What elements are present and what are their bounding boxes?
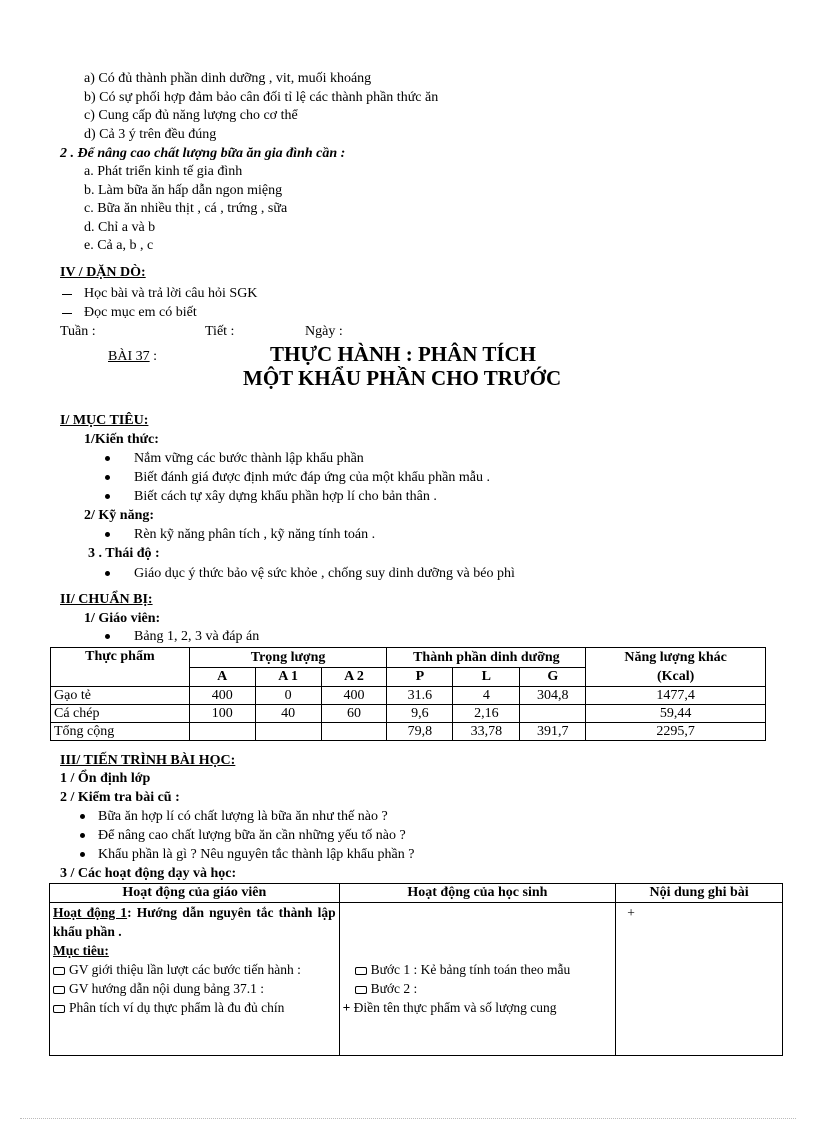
table-cell	[321, 723, 387, 741]
arrow-icon	[355, 986, 367, 994]
sub-header: L	[453, 667, 520, 687]
table-cell: 4	[453, 687, 520, 705]
student-activity-cell	[339, 903, 616, 1056]
activity-label: Hoạt động 1	[53, 905, 128, 920]
activity-title	[53, 903, 336, 941]
food-table	[50, 647, 766, 741]
table-cell: 2295,7	[586, 723, 766, 741]
attitude-heading: 3 . Thái độ :	[88, 546, 160, 561]
attitude-item: Giáo dục ý thức bảo vệ sức khỏe , chống suy dinh dưỡng và béo phì	[134, 566, 515, 581]
table-cell: Gạo tẻ	[51, 687, 190, 705]
bullet-icon	[105, 494, 110, 499]
q2-option-d: d. Chỉ a và b	[84, 220, 156, 235]
table-cell: 1477,4	[586, 687, 766, 705]
section-iii-heading: III/ TIẾN TRÌNH BÀI HỌC:	[60, 753, 236, 768]
q1-option-a: a) Có đủ thành phần dinh dưỡng , vit, muối khoáng	[84, 71, 372, 86]
section-i-heading: I/ MỤC TIÊU:	[60, 413, 149, 428]
teacher-step	[53, 998, 336, 1017]
student-step-text: Bước 1 : Kẻ bảng tính toán theo mẫu	[370, 962, 571, 977]
table-cell: 391,7	[520, 723, 586, 741]
lesson-title-line2: MỘT KHẨU PHẦN CHO TRƯỚC	[243, 366, 562, 390]
bullet-icon	[105, 634, 110, 639]
notes-cell	[616, 903, 783, 1056]
table-cell: 33,78	[453, 723, 520, 741]
table-cell: 40	[255, 705, 321, 723]
q2-option-c: c. Bữa ăn nhiều thịt , cá , trứng , sữa	[84, 201, 288, 216]
week-label: Tuần :	[60, 324, 96, 339]
col-header-food: Thực phẩm	[51, 648, 190, 687]
lesson-number: BÀI 37	[108, 349, 150, 364]
table-cell: 79,8	[387, 723, 453, 741]
student-step	[343, 998, 613, 1017]
page-border	[20, 1118, 796, 1119]
col-header-teacher: Hoạt động của giáo viên	[50, 884, 340, 903]
student-step	[343, 979, 613, 998]
bullet-icon	[105, 456, 110, 461]
teacher-step-text: GV giới thiệu lần lượt các bước tiến hành :	[69, 962, 301, 977]
table-cell: 60	[321, 705, 387, 723]
note-mark-icon: +	[627, 905, 635, 920]
table-cell	[189, 723, 255, 741]
table-cell: 0	[255, 687, 321, 705]
knowledge-item: Biết đánh giá được định mức đáp ứng của một khẩu phần mẫu .	[134, 470, 490, 485]
teacher-step	[53, 960, 336, 979]
sub-header: A 1	[255, 667, 321, 687]
sub-header: G	[520, 667, 586, 687]
energy-unit: (Kcal)	[656, 669, 695, 684]
teacher-step	[53, 979, 336, 998]
dash-icon	[62, 294, 72, 295]
teacher-item: Bảng 1, 2, 3 và đáp án	[134, 629, 260, 644]
sub-header: P	[387, 667, 453, 687]
sub-header: A 2	[321, 667, 387, 687]
dash-icon	[62, 313, 72, 314]
q1-option-b: b) Có sự phối hợp đảm bảo cân đối tỉ lệ các thành phần thức ăn	[84, 90, 439, 105]
table-cell: 400	[189, 687, 255, 705]
student-step-text: Điền tên thực phẩm và số lượng cung	[353, 1000, 557, 1015]
table-cell: 9,6	[387, 705, 453, 723]
bullet-icon	[80, 833, 85, 838]
date-label: Ngày :	[305, 324, 343, 339]
homework-item: Đọc mục em có biết	[84, 305, 197, 320]
review-question: Để nâng cao chất lượng bữa ăn cần những yếu tố nào ?	[98, 828, 406, 843]
spacer	[343, 903, 613, 960]
q1-option-d: d) Cả 3 ý trên đều đúng	[84, 127, 217, 142]
energy-label: Năng lượng khác	[624, 650, 727, 665]
teacher-step-text: Phân tích ví dụ thực phẩm là đu đủ chín	[69, 1000, 285, 1015]
col-header-nutrients: Thành phần dinh dưỡng	[387, 648, 586, 668]
section-iv-heading: IV / DẶN DÒ:	[60, 265, 146, 280]
bullet-icon	[105, 571, 110, 576]
sub-header: A	[189, 667, 255, 687]
table-cell: 100	[189, 705, 255, 723]
q1-option-c: c) Cung cấp đủ năng lượng cho cơ thể	[84, 108, 298, 123]
col-header-notes: Nội dung ghi bài	[616, 884, 783, 903]
student-step	[343, 960, 613, 979]
lesson-number-wrap	[108, 348, 157, 366]
arrow-icon	[355, 967, 367, 975]
table-cell: 31.6	[387, 687, 453, 705]
table-cell: Cá chép	[51, 705, 190, 723]
step-1: 1 / Ổn định lớp	[60, 771, 151, 786]
lesson-sep: :	[153, 349, 158, 364]
table-row	[51, 705, 766, 723]
plus-icon: +	[342, 1000, 351, 1015]
homework-item: Học bài và trả lời câu hỏi SGK	[84, 286, 258, 301]
teacher-activity-cell	[50, 903, 340, 1056]
table-cell: 2,16	[453, 705, 520, 723]
q2-option-b: b. Làm bữa ăn hấp dẫn ngon miệng	[84, 183, 283, 198]
lesson-title-line1: THỰC HÀNH : PHÂN TÍCH	[270, 342, 537, 366]
bullet-icon	[80, 814, 85, 819]
table-row	[51, 687, 766, 705]
activity-table	[49, 883, 783, 1056]
activity-text: : Hướng dẫn nguyên tắc thành lập khẩu phần .	[53, 905, 336, 939]
bullet-icon	[80, 852, 85, 857]
arrow-icon	[53, 1005, 65, 1013]
knowledge-item: Biết cách tự xây dựng khẩu phần hợp lí cho bản thân .	[134, 489, 437, 504]
q2-option-e: e. Cả a, b , c	[84, 238, 154, 253]
table-row	[51, 723, 766, 741]
arrow-icon	[53, 986, 65, 994]
table-cell: 304,8	[520, 687, 586, 705]
review-question: Khẩu phần là gì ? Nêu nguyên tắc thành lập khẩu phần ?	[98, 847, 415, 862]
col-header-student: Hoạt động của học sinh	[339, 884, 616, 903]
q2-question: 2 . Để nâng cao chất lượng bữa ăn gia đình cần :	[60, 146, 346, 161]
skill-item: Rèn kỹ năng phân tích , kỹ năng tính toán .	[134, 527, 376, 542]
period-label: Tiết :	[205, 324, 235, 339]
table-cell: 400	[321, 687, 387, 705]
q2-option-a: a. Phát triển kinh tế gia đình	[84, 164, 243, 179]
review-question: Bữa ăn hợp lí có chất lượng là bữa ăn như thế nào ?	[98, 809, 388, 824]
bullet-icon	[105, 532, 110, 537]
skill-heading: 2/ Kỹ năng:	[84, 508, 155, 523]
col-header-weight: Trọng lượng	[189, 648, 387, 668]
step-3: 3 / Các hoạt động dạy và học:	[60, 866, 237, 881]
table-cell: 59,44	[586, 705, 766, 723]
teacher-heading: 1/ Giáo viên:	[84, 611, 161, 626]
table-cell	[255, 723, 321, 741]
col-header-energy	[586, 648, 766, 687]
table-cell	[520, 705, 586, 723]
student-step-text: Bước 2 :	[370, 981, 418, 996]
table-cell: Tổng cộng	[51, 723, 190, 741]
arrow-icon	[53, 967, 65, 975]
step-2: 2 / Kiểm tra bài cũ :	[60, 790, 180, 805]
teacher-step-text: GV hướng dẫn nội dung bảng 37.1 :	[69, 981, 264, 996]
bullet-icon	[105, 475, 110, 480]
knowledge-heading: 1/Kiến thức:	[84, 432, 159, 447]
knowledge-item: Nắm vững các bước thành lập khẩu phần	[134, 451, 364, 466]
section-ii-heading: II/ CHUẨN BỊ:	[60, 592, 153, 607]
goal-label: Mục tiêu:	[53, 943, 109, 958]
